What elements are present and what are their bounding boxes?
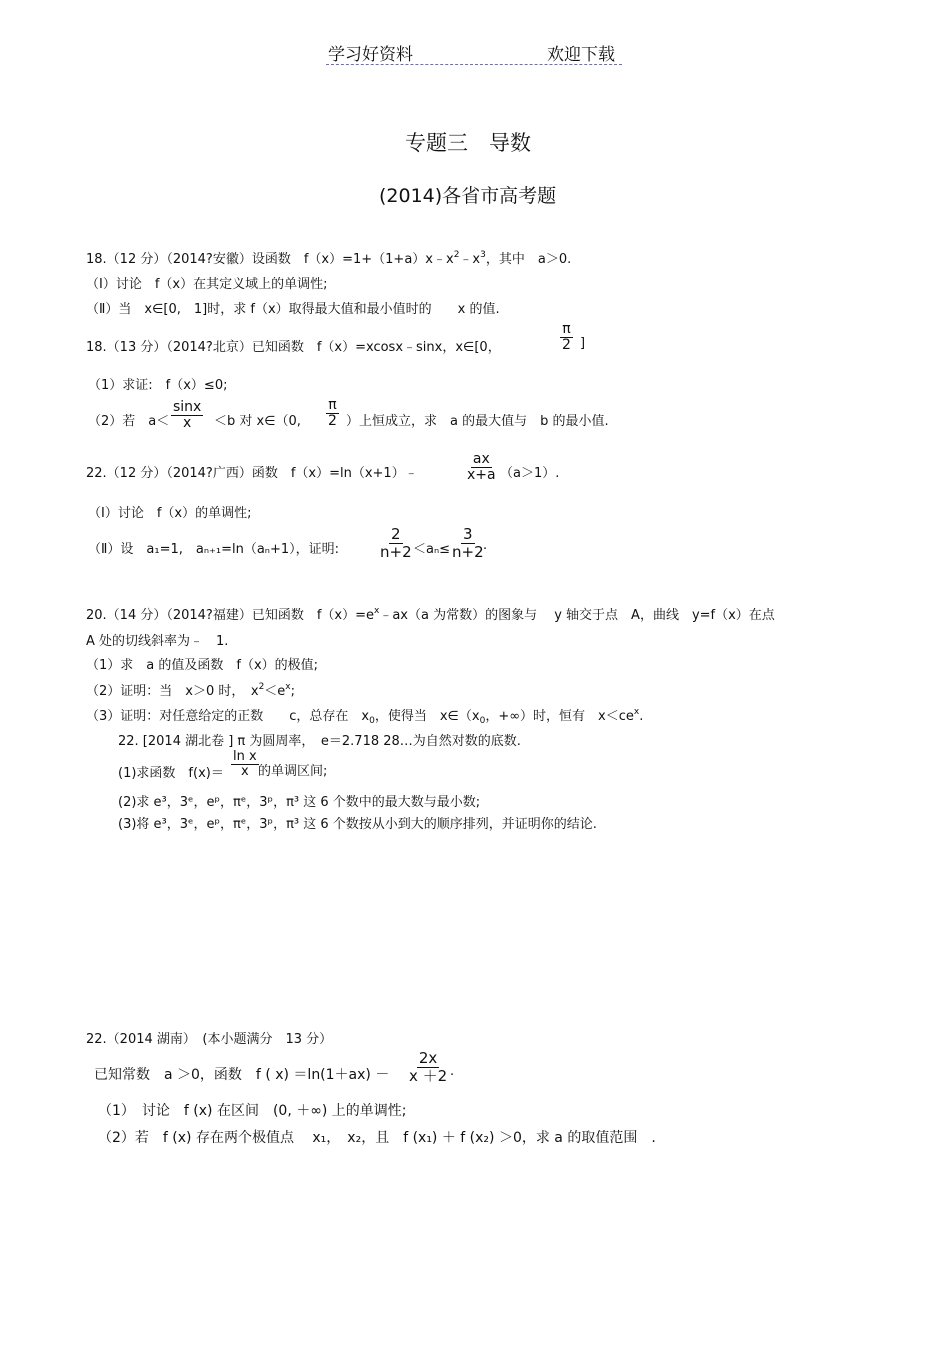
problem-5-line-1: 22. [2014 湖北卷 ] π 为圆周率， e＝2.718 28…为自然对数的底数. <box>118 734 521 749</box>
denominator: x+a <box>467 467 496 484</box>
superscript: x <box>374 606 380 616</box>
problem-2-line-2: （1）求证: f（x）≤0; <box>88 378 228 393</box>
problem-1-line-1 <box>86 248 571 267</box>
problem-1-line-3: （Ⅱ）当 x∈[0, 1]时，求 f（x）取得最大值和最小值时的 x 的值. <box>86 302 500 317</box>
superscript: 2 <box>453 250 460 260</box>
fraction-2-over-n2 <box>378 526 414 560</box>
problem-3-line-1a: 22.（12 分）（2014?广西）函数 f（x）=ln（x+1）﹣ <box>86 466 418 481</box>
fraction-pi-over-2 <box>560 322 573 354</box>
fraction-ax-over-xa <box>465 452 498 484</box>
problem-5-line-2b: 的单调区间; <box>258 764 328 779</box>
numerator: 3 <box>463 525 473 543</box>
fraction-sinx-over-x <box>171 400 203 432</box>
problem-4-line-1 <box>86 604 775 623</box>
fraction-lnx-over-x <box>231 750 259 780</box>
numerator: π <box>562 321 571 337</box>
text: ﹣ax（a 为常数）的图象与 y 轴交于点 A，曲线 y=f（x）在点 <box>379 608 775 623</box>
problem-3-line-3a: （Ⅱ）设 a₁=1, aₙ₊₁=ln（aₙ+1），证明: <box>88 542 340 557</box>
problem-4-line-4 <box>86 680 295 699</box>
text: ; <box>290 684 296 699</box>
denominator: 2 <box>562 337 571 354</box>
subscript: 0 <box>479 716 486 726</box>
header-divider <box>326 64 622 65</box>
text: ，+∞）时，恒有 x＜ce <box>485 709 634 724</box>
text: ＜e <box>264 684 286 699</box>
text: . <box>639 709 644 724</box>
superscript: x <box>633 707 640 717</box>
problem-3-line-3c: . <box>483 538 488 553</box>
problem-3-line-3b: ＜aₙ≤ <box>413 542 451 557</box>
numerator: 2 <box>391 525 401 543</box>
problem-6-line-3: （1） 讨论 f (x) 在区间 (0, ＋∞) 上的单调性; <box>98 1103 407 1119</box>
numerator: sinx <box>173 399 202 415</box>
denominator: x <box>183 415 192 432</box>
problem-5-line-2a: (1)求函数 f(x)＝ <box>118 766 224 781</box>
denominator: n+2 <box>452 542 484 561</box>
problem-2-line-3b: ＜b 对 x∈（0, <box>214 414 301 429</box>
header-right: 欢迎下载 <box>547 45 615 65</box>
superscript: 2 <box>258 682 265 692</box>
denominator: n+2 <box>380 542 412 561</box>
text: 20.（14 分）（2014?福建）已知函数 f（x）=e <box>86 608 374 623</box>
page-title: 专题三 导数 <box>405 131 531 155</box>
numerator: 2x <box>418 1049 438 1067</box>
text: （3）证明：对任意给定的正数 c，总存在 x <box>86 709 370 724</box>
text: ，使得当 x∈（x <box>374 709 480 724</box>
problem-4-line-5 <box>86 705 643 724</box>
denominator: x ＋2 <box>409 1066 448 1085</box>
denominator: x <box>240 764 249 780</box>
problem-2-line-3a: （2）若 a＜ <box>88 414 170 429</box>
problem-6-line-2b: . <box>450 1064 455 1079</box>
superscript: 3 <box>480 250 486 260</box>
problem-3-line-2: （Ⅰ）讨论 f（x）的单调性; <box>88 506 252 521</box>
subscript: 0 <box>369 716 375 726</box>
text: ，其中 a＞0. <box>485 252 572 267</box>
problem-2-line-3c: ）上恒成立，求 a 的最大值与 b 的最小值. <box>346 414 609 429</box>
superscript: x <box>285 682 291 692</box>
problem-6-line-1: 22.（2014 湖南） (本小题满分 13 分） <box>86 1032 333 1047</box>
problem-6-line-2a: 已知常数 a ＞0，函数 f ( x) ＝ln(1＋ax) － <box>94 1067 390 1083</box>
problem-5-line-4: (3)将 e³，3ᵉ，eᵖ，πᵉ，3ᵖ，π³ 这 6 个数按从小到大的顺序排列，并证明你的结论. <box>118 817 597 832</box>
text: ﹣x <box>459 252 481 267</box>
header-left: 学习好资料 <box>328 45 413 65</box>
text: （2）证明：当 x＞0 时， x <box>86 684 259 699</box>
problem-6-line-4: （2）若 f (x) 存在两个极值点 x₁， x₂，且 f (x₁) ＋ f (x₂) ＞0，求 a 的取值范围 . <box>98 1130 656 1146</box>
page-subtitle: (2014)各省市高考题 <box>379 185 557 207</box>
problem-3-line-1b: （a＞1）. <box>500 466 560 481</box>
numerator: ln x <box>233 749 257 764</box>
numerator: ax <box>472 451 490 467</box>
problem-1-line-2: （Ⅰ）讨论 f（x）在其定义域上的单调性; <box>86 277 328 292</box>
fraction-3-over-n2 <box>450 526 486 560</box>
problem-4-line-2: A 处的切线斜率为﹣ 1. <box>86 634 229 649</box>
fraction-2x-over-x2 <box>407 1050 449 1084</box>
problem-4-line-3: （1）求 a 的值及函数 f（x）的极值; <box>86 658 319 673</box>
text: 18.（12 分）（2014?安徽）设函数 f（x）=1+（1+a）x﹣x <box>86 252 454 267</box>
numerator: π <box>328 397 337 413</box>
fraction-pi-over-2 <box>326 398 339 430</box>
problem-5-line-3: (2)求 e³，3ᵉ，eᵖ，πᵉ，3ᵖ，π³ 这 6 个数中的最大数与最小数; <box>118 795 481 810</box>
problem-2-line-1: 18.（13 分）（2014?北京）已知函数 f（x）=xcosx﹣sinx，x∈[0， <box>86 340 501 355</box>
bracket-close: ] <box>580 336 586 351</box>
denominator: 2 <box>328 413 337 430</box>
